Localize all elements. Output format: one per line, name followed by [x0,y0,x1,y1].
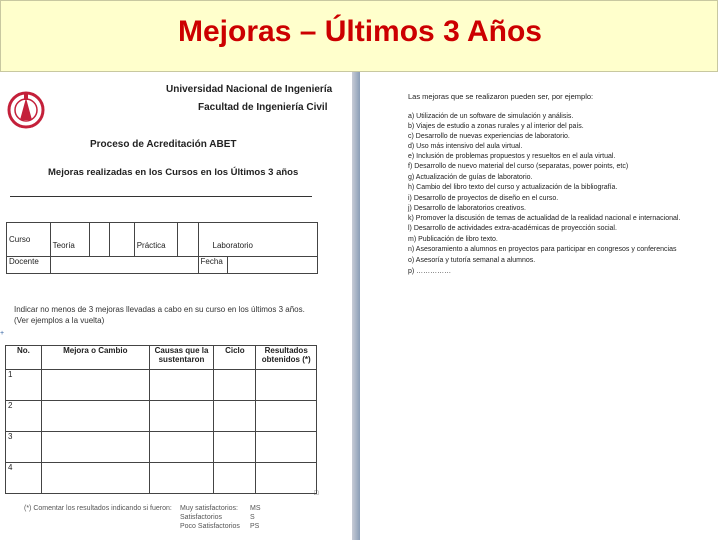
example-item: f) Desarrollo de nuevo material del curso (separatas, power points, etc) [408,163,629,170]
type-theory: Teoría [52,241,75,250]
date-label: Fecha [200,257,223,266]
university-seal-icon [6,80,46,150]
margin-marker: + [0,330,5,337]
example-item: j) Desarrollo de laboratorios creativos. [408,205,526,212]
example-item: b) Viajes de estudio a zonas rurales y al interior del país. [408,123,584,130]
header-improvement: Mejora o Cambio [41,346,149,370]
footnote-text: (*) Comentar los resultados indicando si fueron: [24,505,172,512]
rating-code: S [250,514,255,521]
document-subtitle: Mejoras realizadas en los Cursos en los Últimos 3 años [48,167,299,178]
header-results: Resultados obtenidos (*) [256,346,317,370]
example-item: d) Uso más intensivo del aula virtual. [408,143,523,150]
course-form [6,222,318,274]
row-number: 1 [6,370,42,401]
example-item: l) Desarrollo de actividades extra-académicas de proyección social. [408,225,617,232]
examples-intro: Las mejoras que se realizaron pueden ser, por ejemplo: [408,92,594,101]
instruction-text: Indicar no menos de 3 mejoras llevadas a cabo en su curso en los últimos 3 años. [14,305,305,314]
example-item: k) Promover la discusión de temas de actualidad de la realidad nacional e internacional. [408,215,681,222]
page-edge-divider [352,72,360,540]
university-name: Universidad Nacional de Ingeniería [166,84,333,95]
header-causes: Causas que la sustentaron [149,346,214,370]
type-practice: Práctica [136,241,166,250]
row-number: 2 [6,401,42,432]
faculty-name: Facultad de Ingeniería Civil [198,102,328,113]
rating-code: MS [250,505,261,512]
example-item: m) Publicación de libro texto. [408,236,498,243]
example-item: g) Actualización de guías de laboratorio. [408,174,533,181]
header-cycle: Ciclo [214,346,256,370]
teacher-label: Docente [9,257,39,266]
example-item: e) Inclusión de problemas propuestos y resueltos en el aula virtual. [408,153,616,160]
slide-title: Mejoras – Últimos 3 Años [178,15,542,48]
example-item: n) Asesoramiento a alumnos en proyectos para participar en congresos y conferencias [408,246,677,253]
rating-code: PS [250,523,260,530]
title-banner [0,0,718,72]
process-name: Proceso de Acreditación ABET [90,139,237,150]
type-laboratory: Laboratorio [212,241,254,250]
example-item: p) …………… [408,268,452,275]
rating-label: Satisfactorios [180,514,223,521]
separator-line [10,196,312,197]
improvements-table [5,345,317,494]
example-item: c) Desarrollo de nuevas experiencias de laboratorio. [408,133,570,140]
example-item: o) Asesoría y tutoría semanal a alumnos. [408,257,536,264]
course-label: Curso [9,235,31,244]
row-number: 4 [6,463,42,494]
example-item: h) Cambio del libro texto del curso y actualización de la bibliografía. [408,184,618,191]
instruction-note: (Ver ejemplos a la vuelta) [14,316,105,325]
rating-label: Muy satisfactorios: [180,505,238,512]
row-number: 3 [6,432,42,463]
header-no: No. [6,346,42,370]
example-item: i) Desarrollo de proyectos de diseño en el curso. [408,195,559,202]
resize-handle: □ [314,490,319,497]
example-item: a) Utilización de un software de simulación y análisis. [408,113,574,120]
rating-label: Poco Satisfactorios [180,523,240,530]
